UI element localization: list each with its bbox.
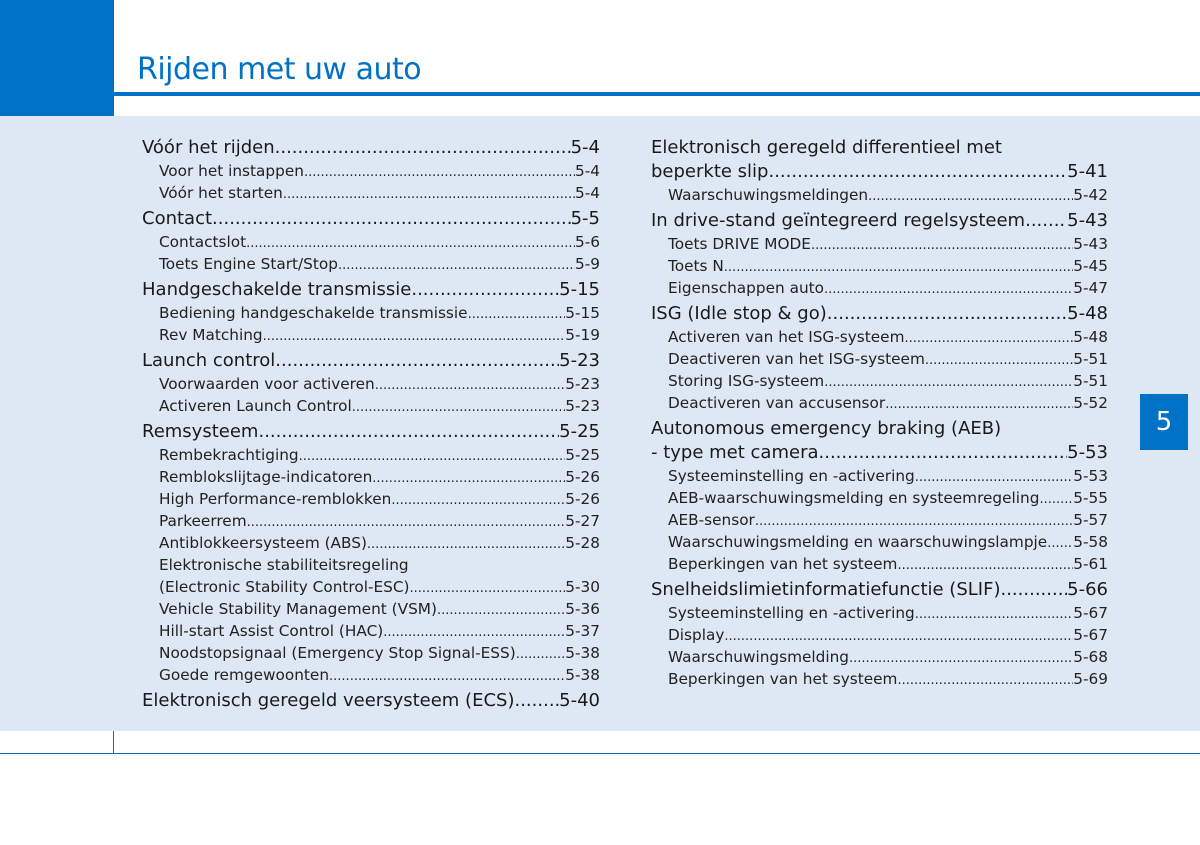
toc-heading-line1[interactable]: Autonomous emergency braking (AEB) bbox=[651, 418, 1002, 439]
toc-subitem[interactable]: Eigenschappen auto ..... 5-47 bbox=[651, 277, 1108, 299]
toc-heading-line1[interactable]: Elektronisch geregeld differentieel met bbox=[651, 137, 1002, 158]
chapter-number: 5 bbox=[1155, 407, 1173, 437]
toc-subitem[interactable]: Remblokslijtage-indicatoren ..... 5-26 bbox=[142, 466, 600, 488]
toc-subitem[interactable]: Voor het instappen ..... 5-4 bbox=[142, 160, 600, 182]
toc-subitem-line1[interactable]: Elektronische stabiliteitsregeling bbox=[159, 556, 409, 574]
toc-subitem[interactable]: Storing ISG-systeem ..... 5-51 bbox=[651, 370, 1108, 392]
toc-subitem[interactable]: Rev Matching ..... 5-19 bbox=[142, 324, 600, 346]
toc-subitem[interactable]: Beperkingen van het systeem ..... 5-69 bbox=[651, 668, 1108, 690]
toc-heading[interactable]: - type met camera ..... 5-53 bbox=[651, 441, 1108, 465]
toc-subitem[interactable]: Display ..... 5-67 bbox=[651, 624, 1108, 646]
toc-subitem[interactable]: Waarschuwingsmelding en waarschuwingslampje ..... 5-58 bbox=[651, 531, 1108, 553]
toc-heading[interactable]: In drive-stand geïntegreerd regelsysteem ..... 5-43 bbox=[651, 209, 1108, 233]
toc-subitem[interactable]: Voorwaarden voor activeren ..... 5-23 bbox=[142, 373, 600, 395]
bottom-rule bbox=[0, 753, 1200, 754]
toc-subitem[interactable]: Hill-start Assist Control (HAC) ..... 5-37 bbox=[142, 620, 600, 642]
toc-subitem[interactable]: Goede remgewoonten ..... 5-38 bbox=[142, 664, 600, 686]
toc-subitem[interactable]: Waarschuwingsmelding ..... 5-68 bbox=[651, 646, 1108, 668]
page-title: Rijden met uw auto bbox=[137, 52, 422, 87]
toc-subitem[interactable]: Antiblokkeersysteem (ABS) ..... 5-28 bbox=[142, 532, 600, 554]
toc-subitem[interactable]: Toets Engine Start/Stop ..... 5-9 bbox=[142, 253, 600, 275]
toc-subitem[interactable]: Activeren Launch Control ..... 5-23 bbox=[142, 395, 600, 417]
toc-heading[interactable]: Contact ..... 5-5 bbox=[142, 207, 600, 231]
toc-subitem[interactable]: Systeeminstelling en -activering ..... 5-67 bbox=[651, 602, 1108, 624]
toc-subitem[interactable]: Parkeerrem ..... 5-27 bbox=[142, 510, 600, 532]
toc-subitem[interactable]: Toets DRIVE MODE ..... 5-43 bbox=[651, 233, 1108, 255]
toc-subitem[interactable]: Contactslot ..... 5-6 bbox=[142, 231, 600, 253]
toc-heading[interactable]: Elektronisch geregeld veersysteem (ECS) ..... 5-40 bbox=[142, 689, 600, 713]
toc-subitem[interactable]: AEB-sensor ..... 5-57 bbox=[651, 509, 1108, 531]
toc-heading[interactable]: Snelheidslimietinformatiefunctie (SLIF) ..... 5-66 bbox=[651, 578, 1108, 602]
corner-color-block bbox=[0, 0, 113, 116]
toc-subitem[interactable]: Beperkingen van het systeem ..... 5-61 bbox=[651, 553, 1108, 575]
toc-heading[interactable]: Remsysteem ..... 5-25 bbox=[142, 420, 600, 444]
toc-subitem[interactable]: Rembekrachtiging ..... 5-25 bbox=[142, 444, 600, 466]
toc-subitem[interactable]: High Performance-remblokken ..... 5-26 bbox=[142, 488, 600, 510]
toc-subitem[interactable]: Systeeminstelling en -activering ..... 5-53 bbox=[651, 465, 1108, 487]
toc-subitem[interactable]: Bediening handgeschakelde transmissie ..... 5-15 bbox=[142, 302, 600, 324]
chapter-tab[interactable] bbox=[1140, 394, 1188, 450]
toc-heading[interactable]: Vóór het rijden ..... 5-4 bbox=[142, 136, 600, 160]
toc-heading[interactable]: ISG (Idle stop & go) ..... 5-48 bbox=[651, 302, 1108, 326]
title-underline-bar bbox=[113, 92, 1200, 96]
toc-subitem[interactable]: Vóór het starten ..... 5-4 bbox=[142, 182, 600, 204]
toc-subitem[interactable]: Deactiveren van accusensor ..... 5-52 bbox=[651, 392, 1108, 414]
toc-subitem[interactable]: Activeren van het ISG-systeem ..... 5-48 bbox=[651, 326, 1108, 348]
toc-subitem[interactable]: AEB-waarschuwingsmelding en systeemregeling ..... 5-55 bbox=[651, 487, 1108, 509]
toc-right-column bbox=[651, 136, 1108, 690]
toc-heading[interactable]: Launch control ..... 5-23 bbox=[142, 349, 600, 373]
toc-heading[interactable]: beperkte slip ..... 5-41 bbox=[651, 160, 1108, 184]
toc-subitem[interactable]: (Electronic Stability Control-ESC) ..... 5-30 bbox=[142, 576, 600, 598]
toc-subitem[interactable]: Waarschuwingsmeldingen ..... 5-42 bbox=[651, 184, 1108, 206]
toc-subitem[interactable]: Deactiveren van het ISG-systeem ..... 5-51 bbox=[651, 348, 1108, 370]
toc-subitem[interactable]: Noodstopsignaal (Emergency Stop Signal-ESS) ..... 5-38 bbox=[142, 642, 600, 664]
toc-subitem[interactable]: Toets N ..... 5-45 bbox=[651, 255, 1108, 277]
toc-subitem[interactable]: Vehicle Stability Management (VSM) ..... 5-36 bbox=[142, 598, 600, 620]
toc-left-column bbox=[142, 136, 600, 713]
toc-heading[interactable]: Handgeschakelde transmissie ..... 5-15 bbox=[142, 278, 600, 302]
